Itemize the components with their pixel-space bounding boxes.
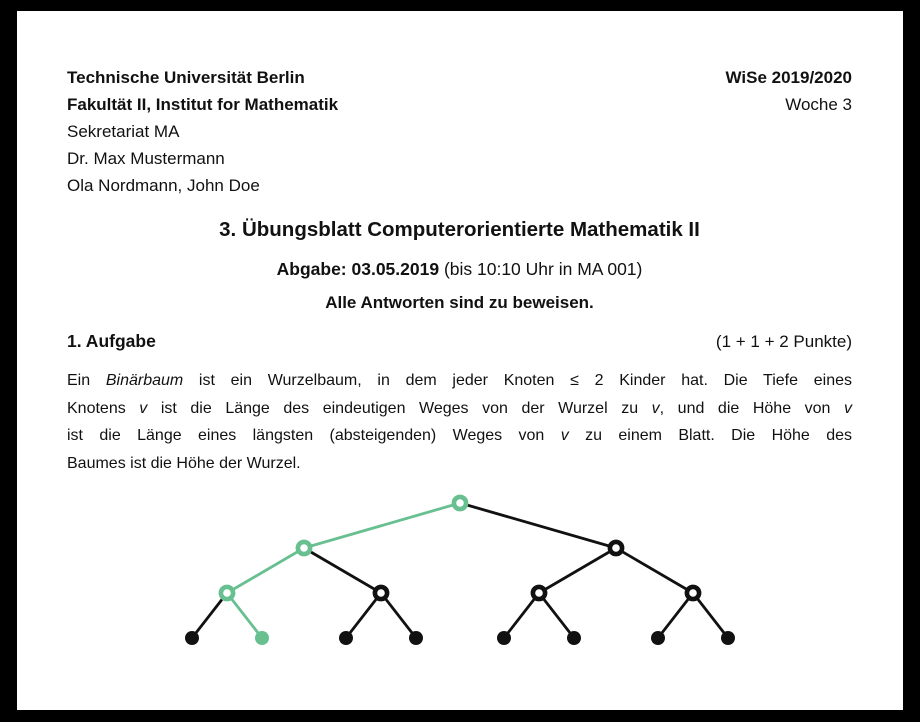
- tree-edge: [192, 593, 227, 638]
- header-line: Technische Universität Berlin: [67, 68, 305, 87]
- tree-edge: [460, 503, 616, 548]
- tree-leaf-node: [651, 631, 665, 645]
- exercise-points: (1 + 1 + 2 Punkte): [715, 332, 852, 351]
- paragraph-line: [67, 367, 852, 395]
- submission-date: Abgabe: 03.05.2019: [276, 259, 440, 279]
- tree-edge: [381, 593, 416, 638]
- tree-leaf-node: [409, 631, 423, 645]
- tree-edge: [227, 593, 262, 638]
- tree-leaf-node: [721, 631, 735, 645]
- tree-leaf-node: [255, 631, 269, 645]
- italic-term: Binärbaum: [105, 372, 184, 389]
- tree-internal-node: [610, 542, 622, 554]
- tree-internal-node: [533, 587, 545, 599]
- paragraph-line: [67, 395, 852, 423]
- tree-internal-node: [454, 497, 466, 509]
- tree-internal-node: [687, 587, 699, 599]
- binary-tree-figure: [160, 478, 780, 658]
- tree-edge: [539, 548, 616, 593]
- text-run: Ein: [67, 372, 106, 389]
- text-run: zu einem Blatt. Die Höhe des: [568, 427, 852, 444]
- text-run: Knotens: [67, 399, 140, 417]
- tree-leaf-node: [567, 631, 581, 645]
- exercise-label: 1. Aufgabe: [67, 331, 156, 351]
- tree-leaf-node: [185, 631, 199, 645]
- sheet-title: 3. Übungsblatt Computerorientierte Mathematik II: [219, 218, 700, 241]
- tree-edge: [693, 593, 728, 638]
- header-line: Dr. Max Mustermann: [67, 149, 225, 168]
- tree-edge: [616, 548, 693, 593]
- tree-edge: [227, 548, 304, 593]
- italic-term: v: [651, 399, 660, 417]
- header-line: Woche 3: [785, 95, 852, 114]
- exercise-text: [67, 367, 852, 477]
- exercise-heading: [67, 329, 852, 354]
- text-run: ist die Länge eines längsten (absteigenden) Weges von: [67, 427, 561, 444]
- header-line: Sekretariat MA: [67, 122, 180, 141]
- header-line: Ola Nordmann, John Doe: [67, 176, 260, 195]
- page-content: [17, 11, 903, 477]
- notice-line: Alle Antworten sind zu beweisen.: [325, 293, 594, 312]
- header-line: Fakultät II, Institut for Mathematik: [67, 95, 339, 114]
- tree-edge: [504, 593, 539, 638]
- tree-internal-node: [375, 587, 387, 599]
- text-run: ist ein Wurzelbaum, in dem jeder Knoten ≤ 2 Kinder hat. Die Tiefe eines: [183, 372, 852, 389]
- header-line: WiSe 2019/2020: [725, 68, 852, 87]
- tree-edge: [658, 593, 693, 638]
- header-semester-block: [726, 64, 853, 118]
- tree-edge: [346, 593, 381, 638]
- text-run: Baumes ist die Höhe der Wurzel.: [67, 454, 301, 472]
- paragraph-line: [67, 450, 852, 478]
- tree-edge: [304, 503, 460, 548]
- italic-term: v: [139, 399, 148, 417]
- submission-line: [67, 257, 852, 281]
- text-run: , und die Höhe von: [659, 399, 845, 417]
- exercise-sheet-page: [17, 11, 903, 710]
- tree-edge: [539, 593, 574, 638]
- italic-term: v: [844, 399, 853, 417]
- document-header: [67, 64, 852, 199]
- tree-internal-node: [298, 542, 310, 554]
- tree-leaf-node: [497, 631, 511, 645]
- italic-term: v: [560, 427, 569, 444]
- submission-details: (bis 10:10 Uhr in MA 001): [439, 259, 643, 279]
- paragraph-line: [67, 422, 852, 450]
- tree-internal-node: [221, 587, 233, 599]
- header-institution-block: [67, 64, 338, 199]
- text-run: ist die Länge des eindeutigen Weges von der Wurzel zu: [147, 399, 652, 417]
- tree-leaf-node: [339, 631, 353, 645]
- tree-edge: [304, 548, 381, 593]
